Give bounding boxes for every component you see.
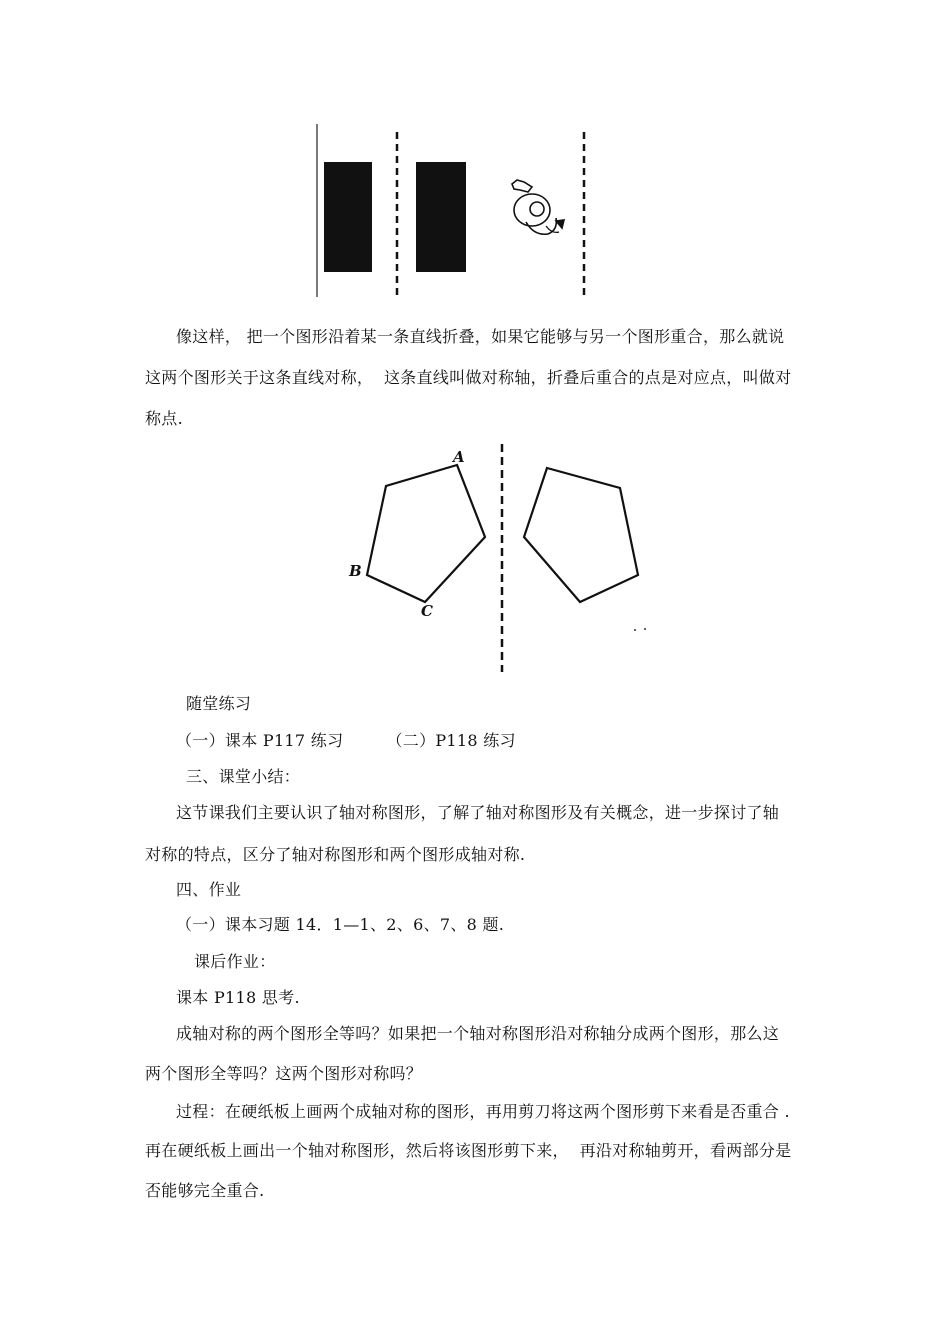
- summary-line-1: 这节课我们主要认识了轴对称图形，了解了轴对称图形及有关概念，进一步探讨了轴: [176, 803, 780, 822]
- label-b: B: [349, 562, 362, 580]
- left-black-rectangle: [324, 162, 372, 272]
- speck-dot: [634, 629, 636, 631]
- right-black-rectangle: [416, 162, 466, 272]
- definition-line-2: 这两个图形关于这条直线对称， 这条直线叫做对称轴，折叠后重合的点是对应点，叫做对: [145, 368, 792, 387]
- process-line-1: 过程：在硬纸板上画两个成轴对称的图形，再用剪刀将这两个图形剪下来看是否重合 .: [176, 1102, 790, 1121]
- summary-heading: 三、课堂小结：: [186, 767, 301, 786]
- homework-heading: 四、作业: [176, 880, 242, 899]
- question-line-2: 两个图形全等吗？这两个图形对称吗？: [145, 1064, 423, 1083]
- process-line-3: 否能够完全重合.: [145, 1181, 265, 1200]
- question-line-1: 成轴对称的两个图形全等吗？如果把一个轴对称图形沿对称轴分成两个图形，那么这: [176, 1024, 780, 1043]
- textbook-think: 课本 P118 思考.: [176, 988, 300, 1007]
- symmetry-figure-rectangles-birds: [312, 122, 602, 302]
- after-class-heading: 课后作业：: [194, 952, 276, 971]
- speck-dot: [644, 628, 646, 630]
- label-c: C: [421, 602, 433, 620]
- summary-line-2: 对称的特点，区分了轴对称图形和两个图形成轴对称.: [145, 845, 526, 864]
- label-a: A: [453, 448, 465, 466]
- left-pentagon: [367, 465, 485, 602]
- left-bird-icon: [512, 180, 564, 234]
- definition-line-1: 像这样， 把一个图形沿着某一条直线折叠，如果它能够与另一个图形重合，那么就说: [176, 327, 785, 346]
- symmetry-figure-pentagons: [340, 440, 660, 680]
- practice-items: （一）课本 P117 练习 （二）P118 练习: [176, 731, 516, 750]
- right-pentagon: [524, 468, 638, 602]
- homework-item: （一）课本习题 14．1—1、2、6、7、8 题.: [176, 915, 505, 934]
- definition-line-3: 称点.: [145, 409, 183, 428]
- process-line-2: 再在硬纸板上画出一个轴对称图形，然后将该图形剪下来， 再沿对称轴剪开，看两部分是: [145, 1141, 792, 1160]
- practice-heading: 随堂练习: [186, 694, 252, 713]
